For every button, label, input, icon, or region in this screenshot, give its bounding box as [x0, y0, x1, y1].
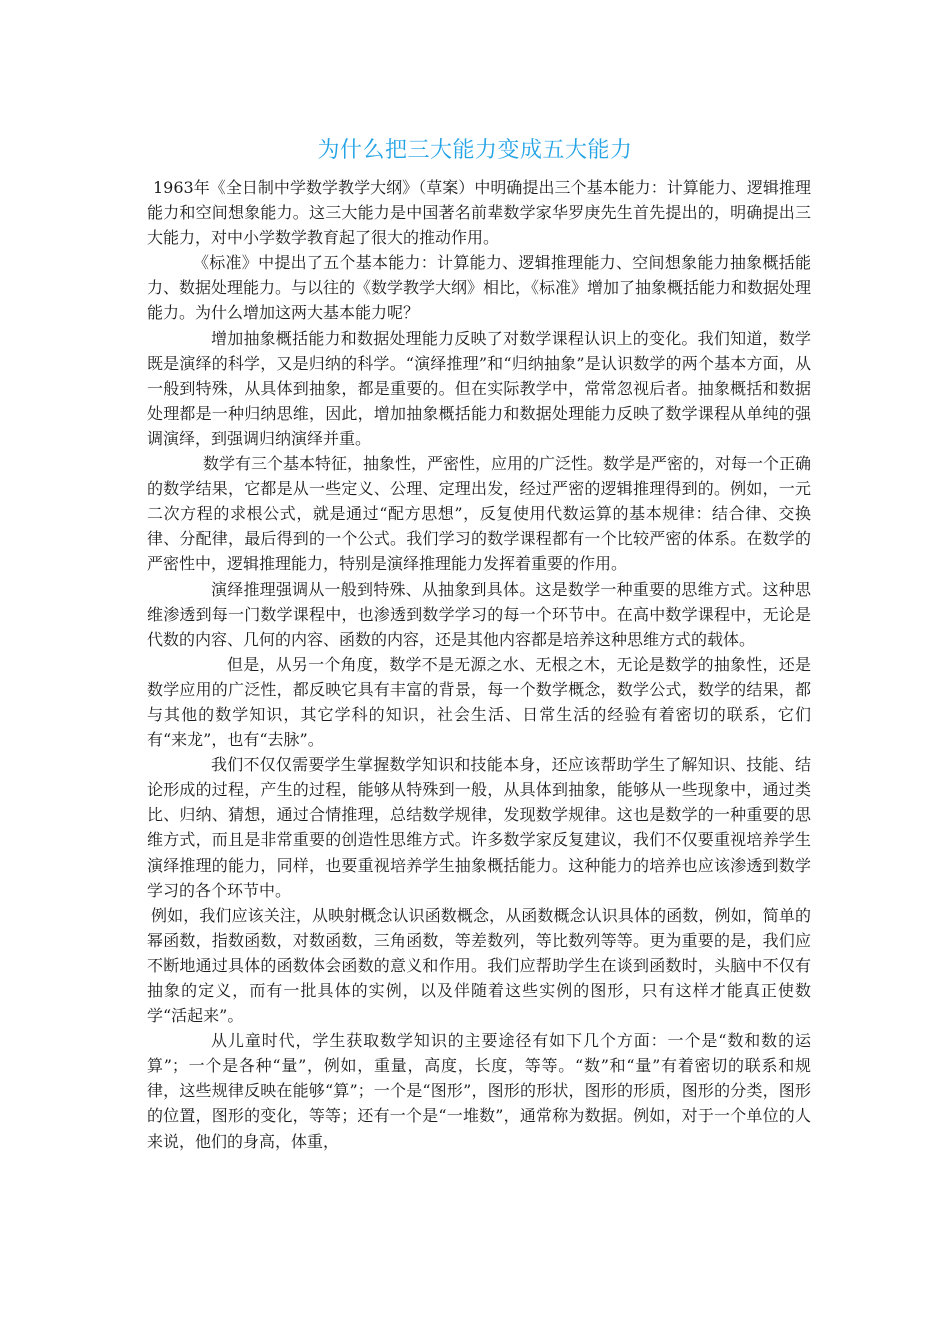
paragraph-5: 演绎推理强调从一般到特殊、从抽象到具体。这是数学一种重要的思维方式。这种思维渗透到每一门数学课程中，也渗透到数学学习的每一个环节中。在高中数学课程中，无论是代数的内容、几何的内容、函数的内容，还是其他内容都是培养这种思维方式的载体。 — [147, 579, 811, 649]
paragraph-7: 我们不仅仅需要学生掌握数学知识和技能本身，还应该帮助学生了解知识、技能、结论形成的过程，产生的过程，能够从特殊到一般，从具体到抽象，能够从一些现象中，通过类比、归纳、猜想，通过合情推理，总结数学规律，发现数学规律。这也是数学的一种重要的思维方式，而且是非常重要的创造性思维方式。许多数学家反复建议，我们不仅要重视培养学生演绎推理的能力，同样，也要重视培养学生抽象概括能力。这种能力的培养也应该渗透到数学学习的各个环节中。 — [147, 755, 811, 900]
document-body — [147, 175, 811, 1154]
paragraph-9: 从儿童时代，学生获取数学知识的主要途径有如下几个方面：一个是“数和数的运算”；一个是各种“量”，例如，重量，高度，长度，等等。“数”和“量”有着密切的联系和规律，这些规律反映在能够“算”；一个是“图形”，图形的形状，图形的形质，图形的分类，图形的位置，图形的变化，等等；还有一个是“一堆数”，通常称为数据。例如，对于一个单位的人来说，他们的身高，体重， — [147, 1031, 811, 1151]
paragraph-2: 《标准》中提出了五个基本能力：计算能力、逻辑推理能力、空间想象能力抽象概括能力、数据处理能力。与以往的《数学教学大纲》相比，《标准》增加了抽象概括能力和数据处理能力。为什么增加这两大基本能力呢？ — [147, 253, 812, 323]
paragraph-1: 1963年《全日制中学数学教学大纲》（草案）中明确提出三个基本能力：计算能力、逻辑推理能力和空间想象能力。这三大能力是中国著名前辈数学家华罗庚先生首先提出的，明确提出三大能力，对中小学数学教育起了很大的推动作用。 — [147, 178, 811, 248]
paragraph-4: 数学有三个基本特征，抽象性，严密性，应用的广泛性。数学是严密的，对每一个正确的数学结果，它都是从一些定义、公理、定理出发，经过严密的逻辑推理得到的。例如，一元二次方程的求根公式，就是通过“配方思想”，反复使用代数运算的基本规律：结合律、交换律、分配律，最后得到的一个公式。我们学习的数学课程都有一个比较严密的体系。在数学的严密性中，逻辑推理能力，特别是演绎推理能力发挥着重要的作用。 — [147, 454, 812, 574]
paragraph-6: 但是，从另一个角度，数学不是无源之水、无根之木，无论是数学的抽象性，还是数学应用的广泛性，都反映它具有丰富的背景，每一个数学概念，数学公式，数学的结果，都与其他的数学知识，其它学科的知识，社会生活、日常生活的经验有着密切的联系，它们有“来龙”，也有“去脉”。 — [147, 654, 811, 750]
document-title: 为什么把三大能力变成五大能力 — [317, 138, 633, 163]
paragraph-8: 例如，我们应该关注，从映射概念认识函数概念，从函数概念认识具体的函数，例如，简单的幂函数，指数函数，对数函数，三角函数，等差数列，等比数列等等。更为重要的是，我们应不断地通过具体的函数体会函数的意义和作用。我们应帮助学生在谈到函数时，头脑中不仅有抽象的定义，而有一批具体的实例，以及伴随着这些实例的图形，只有这样才能真正使数学“活起来”。 — [147, 905, 811, 1026]
paragraph-3: 增加抽象概括能力和数据处理能力反映了对数学课程认识上的变化。我们知道，数学既是演绎的科学，又是归纳的科学。“演绎推理”和“归纳抽象”是认识数学的两个基本方面，从一般到特殊，从具体到抽象，都是重要的。但在实际教学中，常常忽视后者。抽象概括和数据处理都是一种归纳思维，因此，增加抽象概括能力和数据处理能力反映了数学课程从单纯的强调演绎，到强调归纳演绎并重。 — [147, 328, 811, 448]
